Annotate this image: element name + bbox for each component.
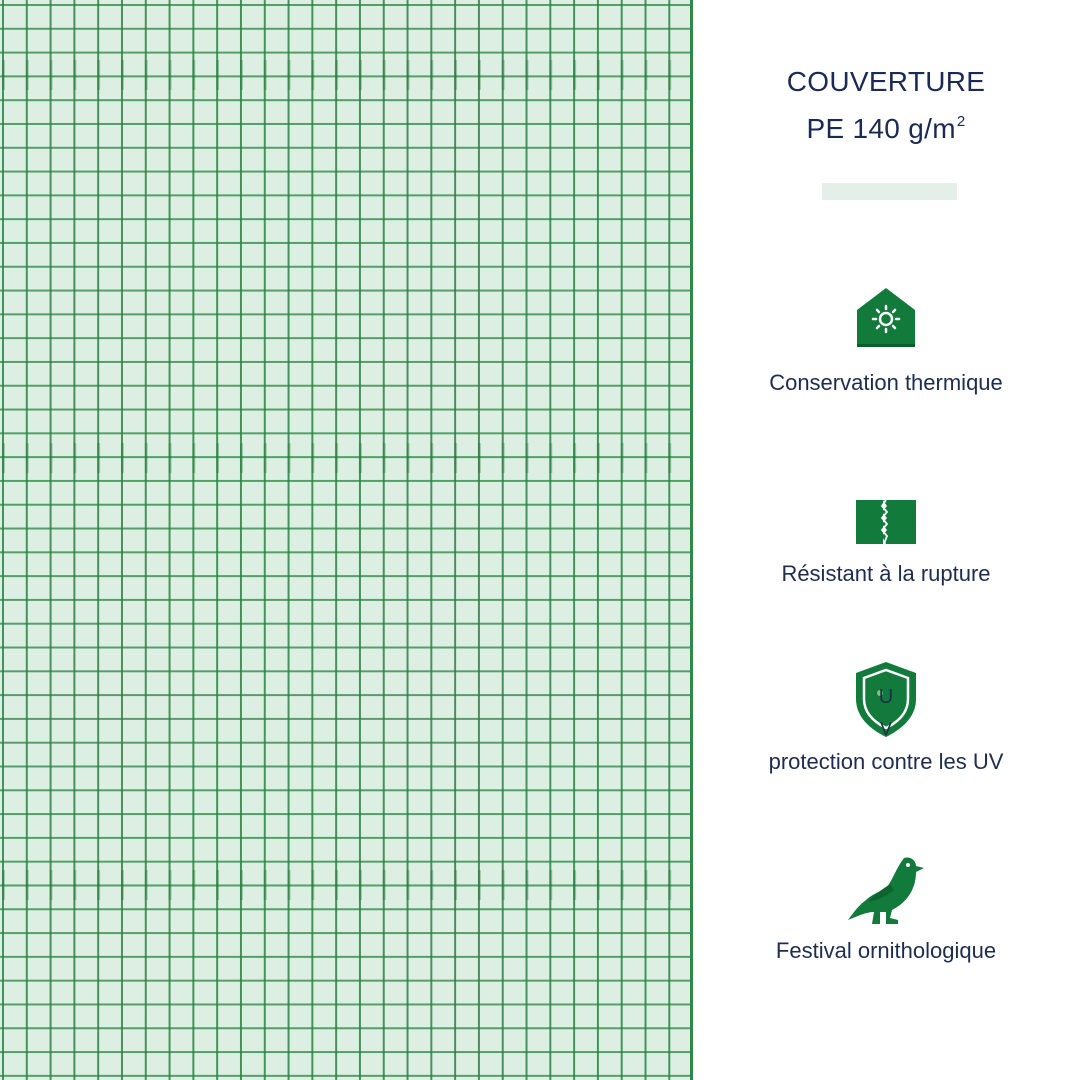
title-divider (822, 183, 957, 200)
mesh-reinforcement-band (0, 60, 692, 90)
feature-thermal-label: Conservation thermique (769, 370, 1003, 395)
mesh-reinforcement-band (0, 870, 692, 900)
uv-icon-letter-u: U (878, 686, 894, 708)
uv-icon-letter-v: V (879, 719, 893, 739)
feature-tear-label: Résistant à la rupture (781, 561, 991, 586)
product-title-line1: COUVERTURE (786, 66, 986, 97)
tear-resistant-icon (692, 498, 1080, 546)
feature-bird-label: Festival ornithologique (775, 938, 997, 963)
bird-icon (692, 854, 1080, 930)
unit-superscript: 2 (956, 113, 966, 130)
uv-shield-icon (692, 661, 1080, 741)
info-panel (692, 0, 1080, 1080)
product-title (692, 62, 1080, 149)
product-weight: PE 140 g/m (806, 113, 956, 144)
mesh-reinforcement-band (0, 443, 692, 473)
product-title-line2 (692, 102, 1080, 149)
house-sun-icon (692, 286, 1080, 348)
feature-uv-label: protection contre les UV (768, 749, 1004, 774)
